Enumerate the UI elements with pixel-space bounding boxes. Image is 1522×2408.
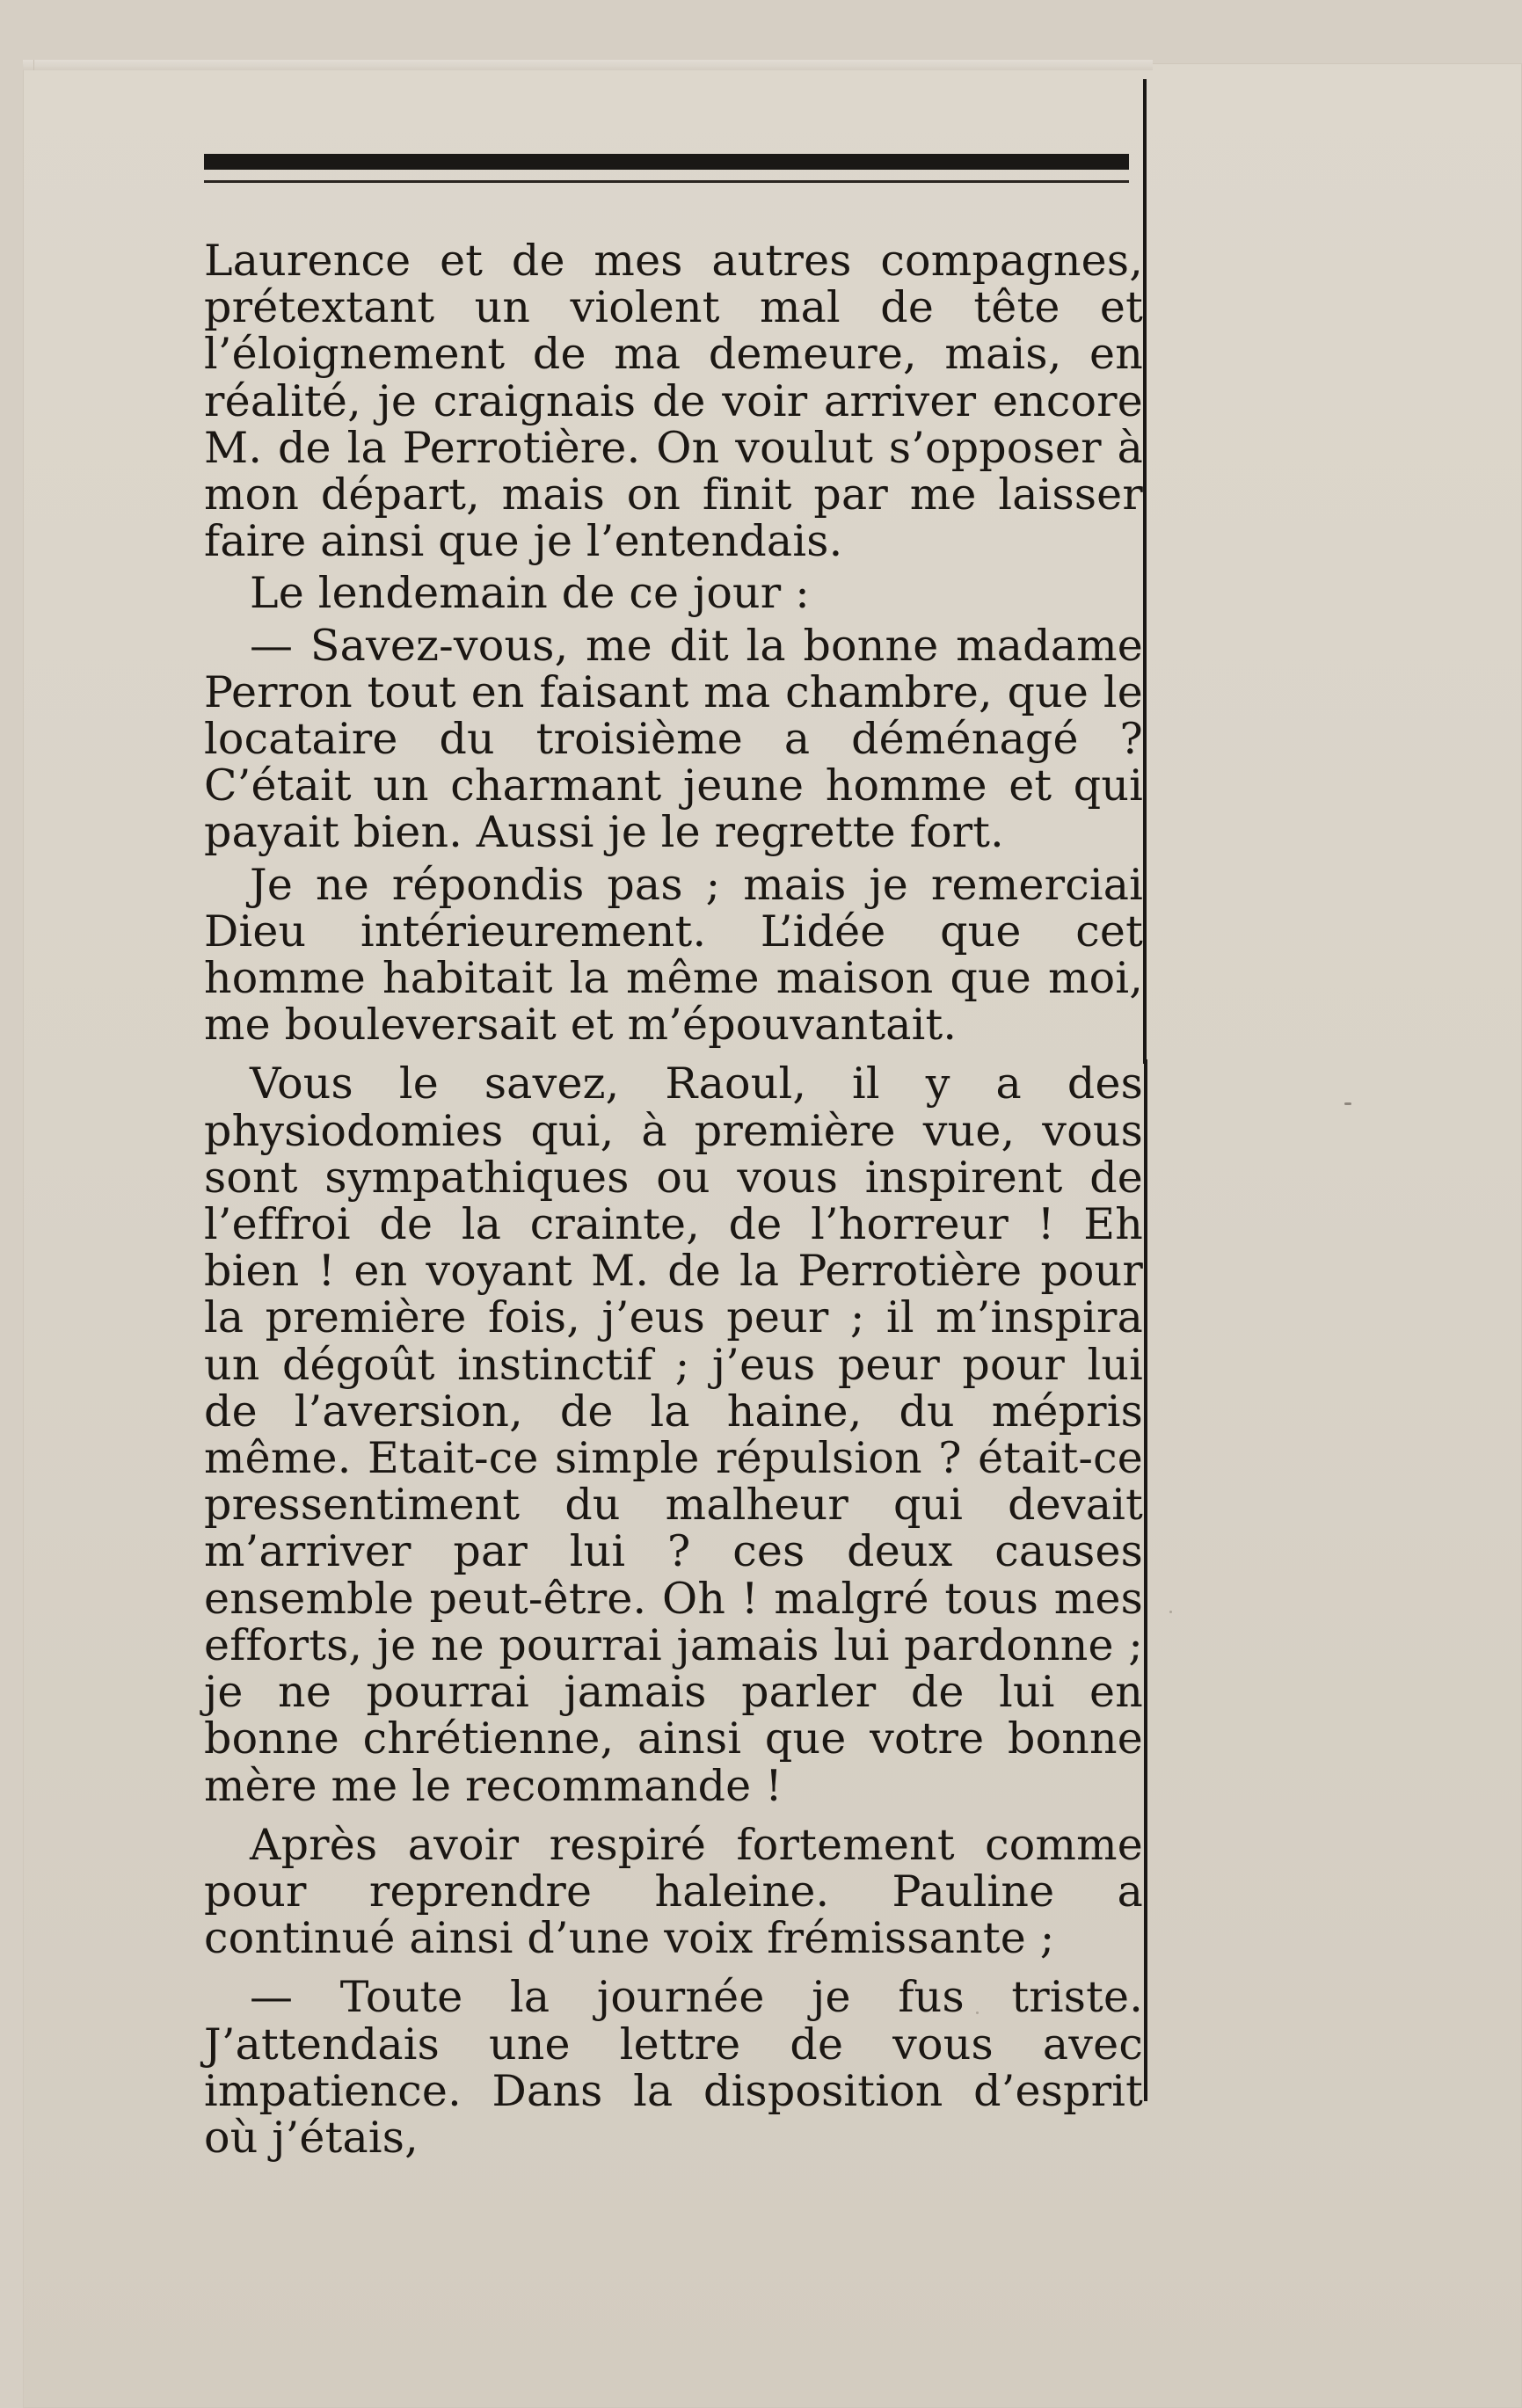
paragraph-response: Je ne répondis pas ; mais je remerciai Dieu intérieurement. L’idée que cet homme habitait la même maison que moi, me bouleversait et m’épouvantait. (204, 859, 1143, 1051)
top-thin-rule (204, 180, 1129, 183)
paragraph-final: — Toute la journée je fus triste. J’attendais une lettre de vous avec impatience. Dans la disposition d’esprit où j’étais, (204, 1972, 1143, 2163)
paper-mark (1344, 1102, 1351, 1105)
torn-top-edge (23, 60, 1153, 70)
paragraph-raoul: Vous le savez, Raoul, il y a des physiodomies qui, à première vue, vous sont sympathiques ou vous inspirent de l’effroi de la crainte, de l’horreur ! Eh bien ! en voyant M. de la Perrotière pour la première fois, j’eus peur ; il m’inspira un dégoût instinctif ; j’eus peur pour lui de l’aversion, de la haine, du mépris même. Etait-ce simple répulsion ? était-ce pressentiment du malheur qui devait m’arriver par lui ? ces deux causes ensemble peut-être. Oh ! malgré tous mes efforts, je ne pourrai jamais lui pardonne ; je ne pourrai jamais parler de lui en bonne chrétienne, ainsi que votre bonne mère me le recommande ! (204, 1059, 1143, 1811)
paragraph-next-day: Le lendemain de ce jour : (250, 568, 810, 619)
paragraph-madame-perron: — Savez-vous, me dit la bonne madame Perron tout en faisant ma chambre, que le locataire du troisième a déménagé ? C’était un charmant jeune homme et qui payait bien. Aussi je le regrette fort. (204, 620, 1143, 858)
paper-speck (1169, 1611, 1172, 1613)
right-column-rule-lower (1144, 1059, 1147, 2101)
paragraph-opening: Laurence et de mes autres compagnes, prétextant un violent mal de tête et l’éloignement de ma demeure, mais, en réalité, je craignais de voir arriver encore M. de la Perrotière. On voulut s’opposer à mon départ, mais on finit par me laisser faire ainsi que je l’entendais. (204, 236, 1143, 567)
paragraph-pauline: Après avoir respiré fortement comme pour reprendre haleine. Pauline a continué ainsi d’une voix frémissante ; (204, 1819, 1143, 1964)
right-column-rule-upper (1143, 79, 1147, 1064)
top-thick-rule (204, 154, 1129, 170)
article-text-column (204, 237, 1143, 2161)
